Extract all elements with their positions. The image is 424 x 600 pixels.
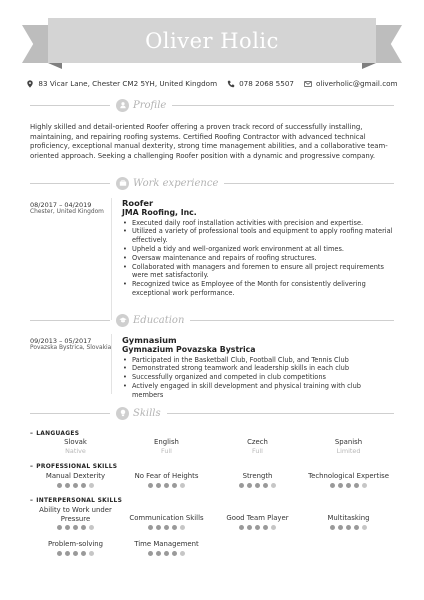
rating-dot (81, 525, 86, 530)
experience-bullets (122, 219, 394, 298)
language-item (303, 438, 394, 456)
heading-rule (30, 105, 110, 106)
rating-dot (164, 551, 169, 556)
name-banner (0, 18, 424, 70)
list-item: • Upheld a tidy and well-organized work environment at all times. (122, 245, 394, 254)
interpersonal-category (30, 498, 122, 504)
rating-dot (156, 483, 161, 488)
rating-dot (148, 483, 153, 488)
rating-dot (362, 525, 367, 530)
skill-rating (121, 483, 212, 488)
skills-heading (30, 406, 394, 420)
professional-grid (30, 472, 394, 488)
skill-rating (30, 525, 121, 530)
rating-dot (73, 525, 78, 530)
skill-item (121, 506, 212, 530)
experience-entry (122, 199, 394, 298)
rating-dot (73, 551, 78, 556)
candidate-name: Oliver Holic (145, 28, 279, 53)
languages-category (30, 431, 79, 437)
category-label: PROFESSIONAL SKILLS (36, 464, 118, 470)
heading-rule (167, 413, 394, 414)
skill-item (30, 540, 121, 556)
heading-rule (224, 183, 394, 184)
rating-dot (172, 551, 177, 556)
category-label: INTERPERSONAL SKILLS (36, 498, 123, 504)
list-item: • Actively engaged in skill development and physical training with club members (122, 382, 394, 400)
experience-location: Chester, United Kingdom (30, 209, 104, 215)
list-item: • Collaborated with managers and foremen to ensure all project requirements were met satisfactorily. (122, 263, 394, 281)
skill-rating (30, 551, 121, 556)
language-level: Full (161, 446, 172, 455)
banner-fold-right (362, 63, 376, 69)
skill-name: Good Team Player (226, 514, 289, 522)
rating-dot (338, 525, 343, 530)
skill-rating (121, 551, 212, 556)
list-item: • Participated in the Basketball Club, Football Club, and Tennis Club (122, 356, 394, 365)
rating-dot (354, 483, 359, 488)
email-item[interactable] (304, 79, 398, 88)
rating-dot (172, 483, 177, 488)
rating-dot (65, 483, 70, 488)
education-title: Education (133, 314, 185, 326)
profile-title: Profile (133, 99, 167, 111)
skill-item (121, 540, 212, 556)
briefcase-icon (116, 177, 129, 190)
experience-dates: 08/2017 – 04/2019 (30, 201, 92, 209)
school-type: Gymnasium (122, 335, 177, 345)
language-name: Czech (247, 438, 268, 446)
profile-heading (30, 98, 394, 112)
rating-dot (330, 483, 335, 488)
dash-marker: – (30, 431, 34, 437)
rating-dot (362, 483, 367, 488)
rating-dot (239, 483, 244, 488)
location-pin-icon (26, 80, 34, 88)
languages-grid (30, 438, 394, 456)
profile-icon (116, 99, 129, 112)
lightbulb-icon (116, 407, 129, 420)
education-location: Povazska Bystrica, Slovakia (30, 345, 112, 351)
rating-dot (239, 525, 244, 530)
language-level: Full (252, 446, 263, 455)
school-name: Gymnazium Povazska Bystrica (122, 345, 256, 354)
heading-rule (30, 413, 110, 414)
language-name: Slovak (64, 438, 87, 446)
rating-dot (57, 525, 62, 530)
dash-marker: – (30, 464, 34, 470)
phone-item[interactable] (227, 79, 294, 88)
rating-dot (164, 525, 169, 530)
education-dates: 09/2013 – 05/2017 (30, 337, 92, 345)
education-entry (122, 336, 394, 400)
phone-text[interactable]: 078 2068 5507 (239, 79, 294, 88)
rating-dot (164, 483, 169, 488)
skill-name: Technological Expertise (308, 472, 389, 480)
address-item (26, 79, 217, 88)
email-icon (304, 80, 312, 88)
rating-dot (247, 483, 252, 488)
dash-marker: – (30, 498, 34, 504)
language-level: Limited (336, 446, 361, 455)
rating-dot (148, 525, 153, 530)
skill-name: Time Management (134, 540, 199, 548)
interpersonal-grid (30, 506, 394, 556)
rating-dot (73, 483, 78, 488)
contact-line (0, 79, 424, 88)
rating-dot (255, 525, 260, 530)
rating-dot (65, 551, 70, 556)
phone-icon (227, 80, 235, 88)
rating-dot (263, 483, 268, 488)
skills-title: Skills (133, 407, 161, 419)
experience-heading (30, 176, 394, 190)
skill-name: Strength (242, 472, 273, 480)
language-item (121, 438, 212, 456)
skill-name: Manual Dexterity (45, 472, 106, 480)
profile-summary: Highly skilled and detail-oriented Roofer offering a proven track record of successfully installing, maintaining, and repairing roofing systems. Certified Roofing Contractor with advanced technical proficiency, exceptional manual dexterity, strong time management abilities, and a collaborative team-oriented approach. Seeking a challenging Roofer position with a dynamic and progressive company. (30, 123, 388, 160)
rating-dot (180, 525, 185, 530)
list-item: • Oversaw maintenance and repairs of roofing structures. (122, 254, 394, 263)
skill-rating (212, 483, 303, 488)
job-title: Roofer (122, 198, 154, 208)
list-item: • Utilized a variety of professional tools and equipment to apply roofing material effectively. (122, 227, 394, 245)
skill-name: Problem-solving (47, 540, 104, 548)
rating-dot (180, 551, 185, 556)
skill-item (30, 506, 121, 530)
heading-rule (190, 320, 394, 321)
language-item (30, 438, 121, 456)
skill-item (303, 472, 394, 488)
rating-dot (330, 525, 335, 530)
rating-dot (89, 525, 94, 530)
language-item (212, 438, 303, 456)
skill-item (121, 472, 212, 488)
skill-name: Communication Skills (129, 514, 204, 522)
education-bullets (122, 356, 394, 400)
skill-item (303, 506, 394, 530)
heading-rule (30, 320, 110, 321)
employer-name: JMA Roofing, Inc. (122, 208, 197, 217)
rating-dot (346, 525, 351, 530)
rating-dot (148, 551, 153, 556)
rating-dot (57, 551, 62, 556)
rating-dot (89, 551, 94, 556)
email-text[interactable]: oliverholic@gmail.com (315, 79, 398, 88)
rating-dot (271, 483, 276, 488)
rating-dot (57, 483, 62, 488)
rating-dot (156, 525, 161, 530)
skill-rating (121, 525, 212, 530)
rating-dot (247, 525, 252, 530)
skill-item (212, 506, 303, 530)
heading-rule (30, 183, 110, 184)
skill-item (30, 472, 121, 488)
skill-rating (303, 525, 394, 530)
banner-fold-left (48, 63, 62, 69)
rating-dot (255, 483, 260, 488)
skill-rating (303, 483, 394, 488)
skill-name: Multitasking (327, 514, 370, 522)
banner-body (48, 18, 376, 63)
rating-dot (271, 525, 276, 530)
skill-name: Ability to Work under Pressure (39, 506, 112, 523)
rating-dot (156, 551, 161, 556)
experience-title: Work experience (133, 177, 219, 189)
professional-category (30, 464, 117, 470)
rating-dot (263, 525, 268, 530)
rating-dot (180, 483, 185, 488)
graduation-cap-icon (116, 314, 129, 327)
language-name: Spanish (334, 438, 363, 446)
skill-rating (30, 483, 121, 488)
address-text: 83 Vicar Lane, Chester CM2 5YH, United Kingdom (38, 79, 218, 88)
category-label: LANGUAGES (36, 431, 80, 437)
list-item: • Executed daily roof installation activities with precision and expertise. (122, 219, 394, 228)
heading-rule (172, 105, 394, 106)
rating-dot (172, 525, 177, 530)
skill-rating (212, 525, 303, 530)
rating-dot (338, 483, 343, 488)
education-heading (30, 313, 394, 327)
rating-dot (346, 483, 351, 488)
rating-dot (89, 483, 94, 488)
rating-dot (81, 551, 86, 556)
skill-name: No Fear of Heights (134, 472, 199, 480)
rating-dot (65, 525, 70, 530)
rating-dot (354, 525, 359, 530)
timeline-bar (111, 334, 112, 394)
language-name: English (154, 438, 179, 446)
rating-dot (81, 483, 86, 488)
list-item: • Successfully organized and competed in club competitions (122, 373, 394, 382)
list-item: • Demonstrated strong teamwork and leadership skills in each club (122, 364, 394, 373)
skill-item (212, 472, 303, 488)
timeline-bar (111, 198, 112, 320)
language-level: Native (65, 446, 86, 455)
list-item: • Recognized twice as Employee of the Month for consistently delivering exceptional work performance. (122, 280, 394, 298)
